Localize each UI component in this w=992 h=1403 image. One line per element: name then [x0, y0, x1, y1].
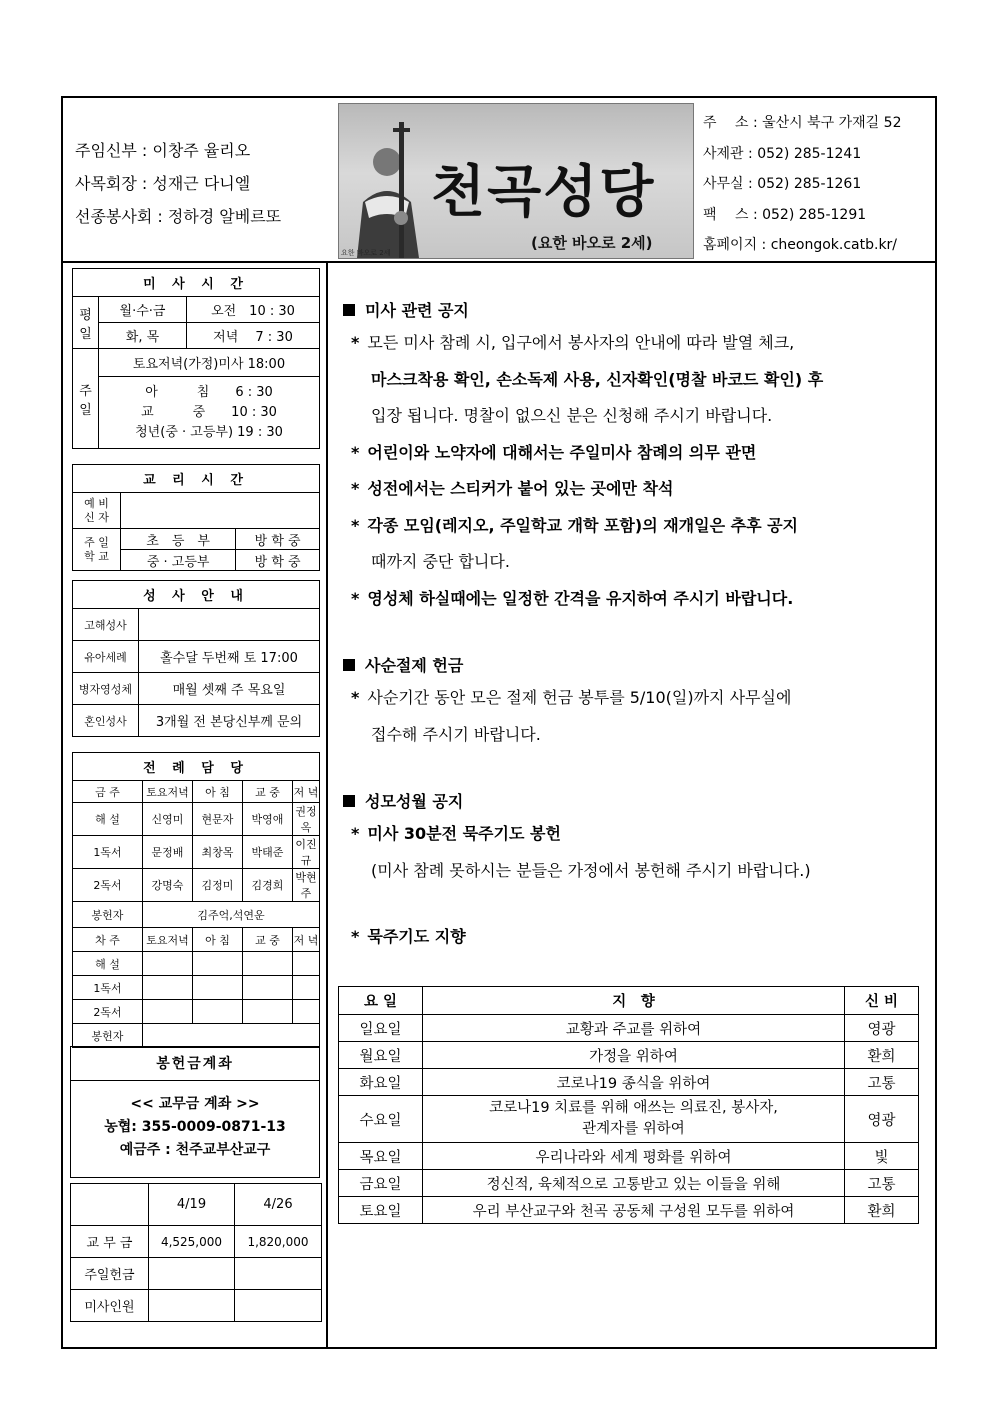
rosary-header-mystery: 신 비 — [845, 987, 919, 1015]
account-line2: 농협: 355-0009-0871-13 — [104, 1119, 286, 1135]
staff-funeral: 선종봉사회 : 정하경 알베르또 — [75, 207, 282, 226]
rosary-row-day: 화요일 — [339, 1069, 423, 1096]
liturgy-next-row2-main — [243, 976, 293, 1000]
lent-notice-title: 사순절제 헌금 — [343, 653, 923, 676]
column-divider — [326, 263, 328, 1349]
contact-rectory: 사제관 : 052) 285-1241 — [703, 145, 862, 162]
mass-notice-4: * 어린이와 노약자에 대해서는 주일미사 참례의 의무 관면 — [351, 442, 757, 462]
rosary-row-mystery: 환희 — [845, 1042, 919, 1069]
catechism-elementary: 초 등 부 — [121, 529, 236, 550]
rosary-row-mystery: 영광 — [845, 1096, 919, 1143]
figure-caption: 요한 바오로 2세 — [341, 249, 391, 257]
liturgy-table — [72, 752, 320, 1048]
rosary-row-mystery: 빛 — [845, 1143, 919, 1170]
catechism-secondary: 중 · 고등부 — [121, 550, 236, 571]
liturgy-row3-morning: 김정미 — [193, 869, 243, 902]
offering-row1-label: 교 무 금 — [71, 1226, 149, 1258]
weekday-time-2: 저녁 7 : 30 — [187, 323, 320, 349]
liturgy-next-row3-evening — [293, 1000, 320, 1024]
notices — [343, 298, 923, 956]
rosary-row-intention: 코로나19 종식을 위하여 — [423, 1069, 845, 1096]
liturgy-next-offering-value — [143, 1024, 320, 1048]
sunday-saturday-evening: 토요저녁(가정)미사 18:00 — [99, 349, 320, 377]
mass-notice-2: 마스크착용 확인, 손소독제 사용, 신자확인(명찰 바코드 확인) 후 — [371, 369, 824, 389]
liturgy-next-row1-evening — [293, 952, 320, 976]
catechism-catechumen-value — [121, 493, 320, 529]
liturgy-next-row1-main — [243, 952, 293, 976]
liturgy-nextweek-h4: 저 녁 — [293, 928, 320, 952]
sunday-main: 교 중 10 : 30 — [141, 404, 277, 420]
offering-date-2: 4/26 — [235, 1184, 322, 1226]
liturgy-nextweek-h3: 교 중 — [243, 928, 293, 952]
liturgy-thisweek-h4: 저 녁 — [293, 781, 320, 803]
account-line3: 예금주 : 천주교부산교구 — [119, 1142, 271, 1158]
rosary-title: * 묵주기도 지향 — [351, 927, 466, 946]
square-bullet-icon — [343, 304, 355, 316]
sunday-times — [99, 377, 320, 449]
offering-row2-label: 주일헌금 — [71, 1258, 149, 1290]
liturgy-next-row3-role: 2독서 — [73, 1000, 143, 1024]
liturgy-row3-evening: 박현주 — [293, 869, 320, 902]
offering-row2-val1 — [149, 1258, 235, 1290]
liturgy-row2-main: 박태준 — [243, 836, 293, 869]
offering-date-1: 4/19 — [149, 1184, 235, 1226]
sacrament-table — [72, 580, 320, 737]
mass-notice-6: * 각종 모임(레지오, 주일학교 개학 포함)의 재개일은 추후 공지 — [351, 515, 799, 535]
account-line1: << 교무금 계좌 >> — [130, 1096, 260, 1112]
rosary-row-intention: 코로나19 치료를 위해 애쓰는 의료진, 봉사자, 관계자를 위하여 — [423, 1096, 845, 1143]
sacrament-sick-label: 병자영성체 — [73, 673, 139, 705]
rosary-row-mystery: 고통 — [845, 1170, 919, 1197]
liturgy-row1-evening: 권정옥 — [293, 803, 320, 836]
liturgy-nextweek-h1: 토요저녁 — [143, 928, 193, 952]
offering-row3-label: 미사인원 — [71, 1290, 149, 1322]
sacrament-baptism-value: 홀수달 두번째 토 17:00 — [139, 641, 320, 673]
parish-banner — [338, 103, 694, 259]
sacrament-confession-value — [139, 609, 320, 641]
rosary-row-day: 토요일 — [339, 1197, 423, 1224]
liturgy-next-row2-evening — [293, 976, 320, 1000]
sacrament-marriage-label: 혼인성사 — [73, 705, 139, 737]
weekday-time-1: 오전 10 : 30 — [187, 297, 320, 323]
offering-row3-val2 — [235, 1290, 322, 1322]
liturgy-thisweek-h0: 금 주 — [73, 781, 143, 803]
may-notice-title: 성모성월 공지 — [343, 789, 923, 812]
rosary-row-intention: 우리 부산교구와 천곡 공동체 구성원 모두를 위하여 — [423, 1197, 845, 1224]
pope-figure-icon — [343, 122, 431, 258]
liturgy-offering-value: 김주억,석연운 — [143, 902, 320, 928]
rosary-row-intention: 우리나라와 세계 평화를 위하여 — [423, 1143, 845, 1170]
catechism-sunday-school-label: 주 일 학 교 — [73, 529, 121, 571]
liturgy-nextweek-h0: 차 주 — [73, 928, 143, 952]
liturgy-row2-role: 1독서 — [73, 836, 143, 869]
offering-table — [70, 1183, 322, 1322]
sunday-morning: 아 침 6 : 30 — [145, 384, 273, 400]
offering-row3-val1 — [149, 1290, 235, 1322]
parish-title: 천곡성당 — [431, 159, 656, 225]
mass-notice-title: 미사 관련 공지 — [343, 298, 923, 321]
contact-office: 사무실 : 052) 285-1261 — [703, 176, 862, 192]
rosary-table — [338, 986, 919, 1224]
may-notice-1: * 미사 30분전 묵주기도 봉헌 — [351, 824, 561, 843]
liturgy-offering-label: 봉헌자 — [73, 902, 143, 928]
liturgy-next-row1-role: 해 설 — [73, 952, 143, 976]
bulletin-page — [61, 96, 937, 1349]
weekday-days-2: 화, 목 — [99, 323, 187, 349]
liturgy-thisweek-h3: 교 중 — [243, 781, 293, 803]
mass-times-table — [72, 268, 320, 449]
rosary-row-intention: 정신적, 육체적으로 고통받고 있는 이들을 위해 — [423, 1170, 845, 1197]
rosary-row-mystery: 환희 — [845, 1197, 919, 1224]
rosary-row-day: 수요일 — [339, 1096, 423, 1143]
liturgy-row2-evening: 이진규 — [293, 836, 320, 869]
mass-notice-7: 때까지 중단 합니다. — [371, 552, 510, 571]
offering-row2-val2 — [235, 1258, 322, 1290]
rosary-row-day: 목요일 — [339, 1143, 423, 1170]
liturgy-thisweek-h2: 아 침 — [193, 781, 243, 803]
sacrament-title: 성 사 안 내 — [73, 581, 320, 609]
catechism-secondary-status: 방 학 중 — [236, 550, 320, 571]
staff-pastor: 주임신부 : 이창주 율리오 — [75, 141, 251, 160]
sacrament-confession-label: 고해성사 — [73, 609, 139, 641]
contact-info — [703, 108, 901, 261]
header — [63, 98, 935, 263]
rosary-row-mystery: 영광 — [845, 1015, 919, 1042]
liturgy-nextweek-h2: 아 침 — [193, 928, 243, 952]
lent-notice-2: 접수해 주시기 바랍니다. — [371, 724, 541, 744]
liturgy-row2-morning: 최창목 — [193, 836, 243, 869]
account-box — [70, 1046, 320, 1178]
rosary-header-day: 요 일 — [339, 987, 423, 1015]
square-bullet-icon — [343, 795, 355, 807]
sunday-youth: 청년(중 · 고등부) 19 : 30 — [135, 424, 283, 440]
mass-notice-5: * 성전에서는 스티커가 붙어 있는 곳에만 착석 — [351, 479, 674, 498]
contact-fax: 팩 스 : 052) 285-1291 — [703, 206, 867, 223]
liturgy-row3-role: 2독서 — [73, 869, 143, 902]
liturgy-next-row1-morning — [193, 952, 243, 976]
liturgy-row1-sat: 신영미 — [143, 803, 193, 836]
weekday-label: 평일 — [73, 297, 99, 349]
liturgy-next-row1-sat — [143, 952, 193, 976]
square-bullet-icon — [343, 659, 355, 671]
rosary-row-intention: 가정을 위하여 — [423, 1042, 845, 1069]
liturgy-row1-role: 해 설 — [73, 803, 143, 836]
liturgy-row3-main: 김경희 — [243, 869, 293, 902]
staff-council: 사목회장 : 성재근 다니엘 — [75, 174, 251, 193]
may-notice-2: (미사 참례 못하시는 분들은 가정에서 봉헌해 주시기 바랍니다.) — [371, 860, 811, 880]
staff-list — [75, 134, 281, 233]
rosary-row-day: 일요일 — [339, 1015, 423, 1042]
offering-row1-val2: 1,820,000 — [235, 1226, 322, 1258]
contact-address: 주 소 : 울산시 북구 가재길 52 — [703, 115, 902, 131]
parish-subtitle: (요한 바오로 2세) — [531, 234, 653, 252]
sacrament-sick-value: 매월 셋째 주 목요일 — [139, 673, 320, 705]
account-title: 봉헌금계좌 — [71, 1047, 319, 1081]
sunday-label: 주일 — [73, 349, 99, 449]
catechism-title: 교 리 시 간 — [73, 465, 320, 493]
weekday-days-1: 월·수·금 — [99, 297, 187, 323]
offering-corner — [71, 1184, 149, 1226]
catechism-table — [72, 464, 320, 571]
sacrament-marriage-value: 3개월 전 본당신부께 문의 — [139, 705, 320, 737]
mass-notice-3: 입장 됩니다. 명찰이 없으신 분은 신청해 주시기 바랍니다. — [371, 406, 773, 425]
lent-notice-1: * 사순기간 동안 모은 절제 헌금 봉투를 5/10(일)까지 사무실에 — [351, 688, 792, 707]
sacrament-baptism-label: 유아세례 — [73, 641, 139, 673]
rosary-header-intention: 지 향 — [423, 987, 845, 1015]
contact-homepage[interactable]: 홈페이지 : cheongok.catb.kr/ — [703, 237, 898, 253]
liturgy-next-row3-sat — [143, 1000, 193, 1024]
mass-notice-1: * 모든 미사 참례 시, 입구에서 봉사자의 안내에 따라 발열 체크, — [351, 333, 795, 352]
liturgy-next-row2-role: 1독서 — [73, 976, 143, 1000]
liturgy-row3-sat: 강명숙 — [143, 869, 193, 902]
liturgy-row2-sat: 문정배 — [143, 836, 193, 869]
rosary-row-day: 금요일 — [339, 1170, 423, 1197]
liturgy-next-offering-label: 봉헌자 — [73, 1024, 143, 1048]
account-body — [71, 1081, 319, 1162]
mass-times-title: 미 사 시 간 — [73, 269, 320, 297]
liturgy-row1-main: 박영애 — [243, 803, 293, 836]
rosary-row-intention: 교황과 주교를 위하여 — [423, 1015, 845, 1042]
liturgy-next-row2-sat — [143, 976, 193, 1000]
mass-notice-8: * 영성체 하실때에는 일정한 간격을 유지하여 주시기 바랍니다. — [351, 588, 794, 608]
catechism-catechumen-label: 예 비 신 자 — [73, 493, 121, 529]
liturgy-row1-morning: 현문자 — [193, 803, 243, 836]
liturgy-next-row3-morning — [193, 1000, 243, 1024]
liturgy-next-row3-main — [243, 1000, 293, 1024]
offering-row1-val1: 4,525,000 — [149, 1226, 235, 1258]
liturgy-next-row2-morning — [193, 976, 243, 1000]
rosary-row-mystery: 고통 — [845, 1069, 919, 1096]
rosary-row-day: 월요일 — [339, 1042, 423, 1069]
catechism-elementary-status: 방 학 중 — [236, 529, 320, 550]
liturgy-thisweek-h1: 토요저녁 — [143, 781, 193, 803]
liturgy-title: 전 례 담 당 — [73, 753, 320, 781]
